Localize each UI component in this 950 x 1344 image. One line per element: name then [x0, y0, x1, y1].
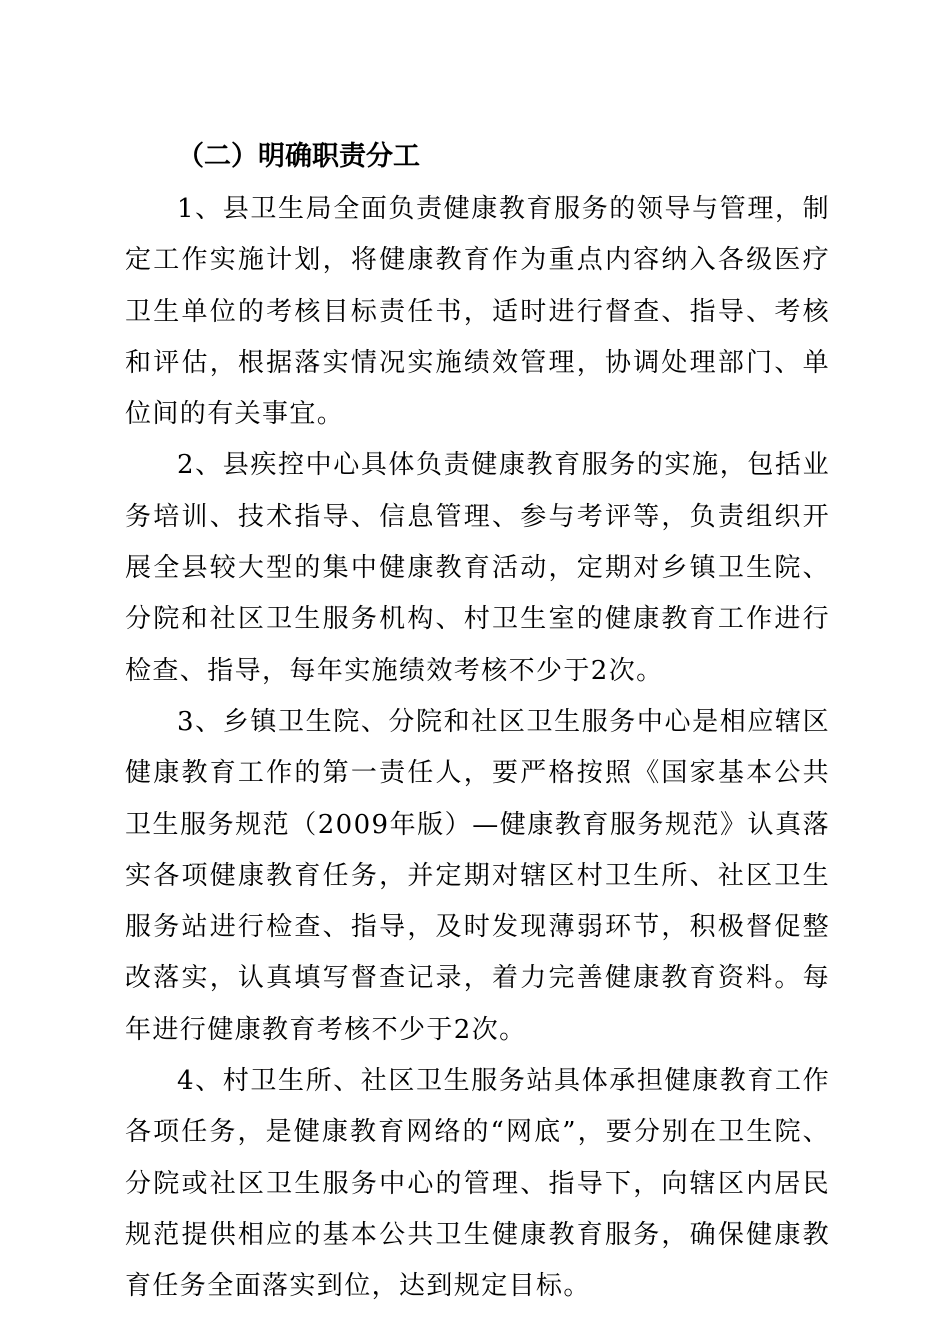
document-body [125, 130, 830, 1313]
section-heading: （二）明确职责分工 [177, 141, 420, 172]
paragraph-2: 2、县疾控中心具体负责健康教育服务的实施，包括业务培训、技术指导、信息管理、参与考评等，负责组织开展全县较大型的集中健康教育活动，定期对乡镇卫生院、分院和社区卫生服务机构、村卫生室的健康教育工作进行检查、指导，每年实施绩效考核不少于2次。 [125, 450, 830, 686]
paragraph-3: 3、乡镇卫生院、分院和社区卫生服务中心是相应辖区健康教育工作的第一责任人，要严格按照《国家基本公共卫生服务规范（2009年版）—健康教育服务规范》认真落实各项健康教育任务，并定期对辖区村卫生所、社区卫生服务站进行检查、指导，及时发现薄弱环节，积极督促整改落实，认真填写督查记录，着力完善健康教育资料。每年进行健康教育考核不少于2次。 [125, 706, 830, 1045]
paragraph-1: 1、县卫生局全面负责健康教育服务的领导与管理，制定工作实施计划，将健康教育作为重点内容纳入各级医疗卫生单位的考核目标责任书，适时进行督查、指导、考核和评估，根据落实情况实施绩效管理，协调处理部门、单位间的有关事宜。 [125, 194, 830, 430]
paragraph-4: 4、村卫生所、社区卫生服务站具体承担健康教育工作各项任务，是健康教育网络的“网底”，要分别在卫生院、分院或社区卫生服务中心的管理、指导下，向辖区内居民规范提供相应的基本公共卫生健康教育服务，确保健康教育任务全面落实到位，达到规定目标。 [125, 1066, 830, 1302]
